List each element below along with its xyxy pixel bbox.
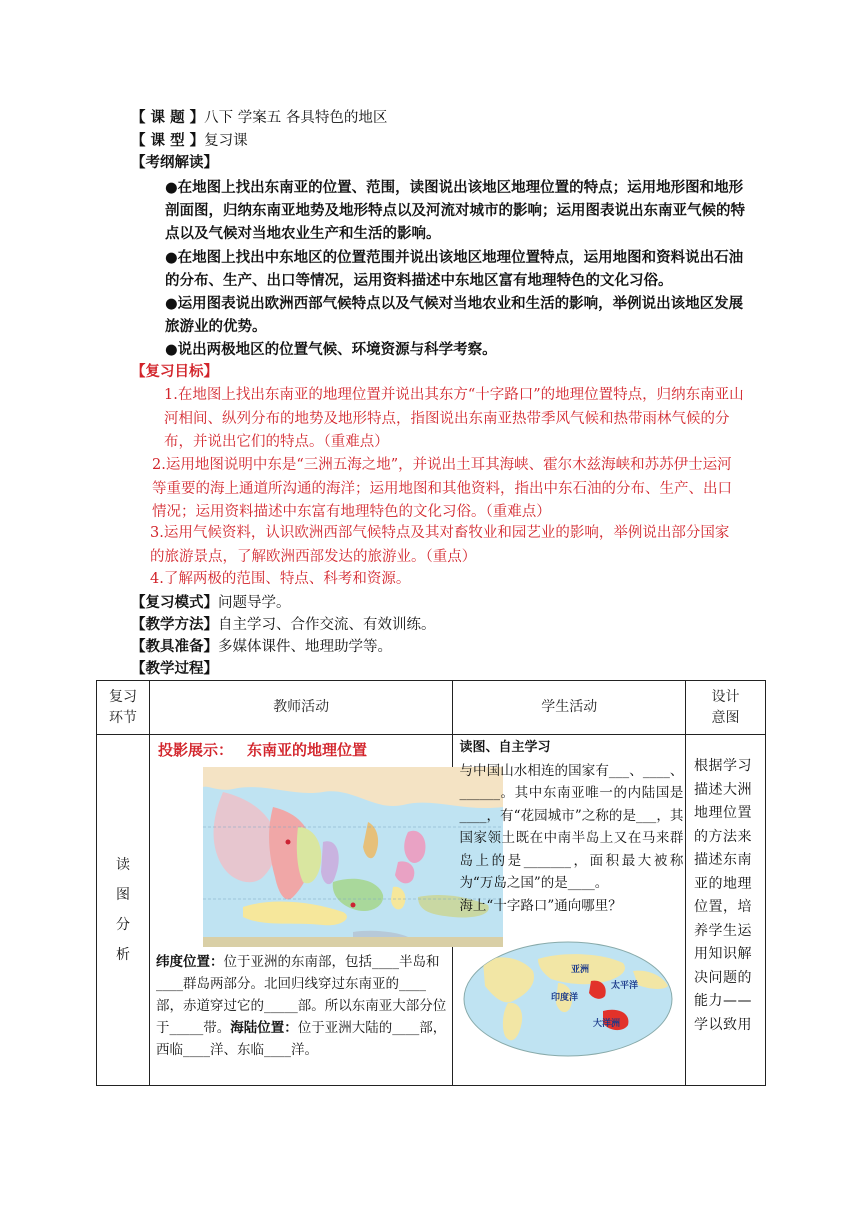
process-table <box>96 680 766 1086</box>
table-header-row <box>97 681 766 735</box>
table-row <box>97 735 766 1086</box>
type-value: 复习课 <box>204 133 248 149</box>
syllabus-heading: 【考纲解读】 <box>131 154 218 171</box>
header-phase <box>97 681 150 735</box>
teacher-activity <box>150 735 452 1085</box>
projection-subject: 东南亚的地理位置 <box>246 741 367 759</box>
sea-land-label: 海陆位置： <box>230 1020 298 1036</box>
tools-label: 【教具准备】 <box>131 638 218 655</box>
method-label: 【教学方法】 <box>131 616 218 633</box>
header-teacher: 教师活动 <box>149 681 452 735</box>
mode-label: 【复习模式】 <box>131 594 218 611</box>
student-cell <box>453 735 686 1086</box>
student-text: 与中国山水相连的国家有___、____、______。其中东南亚唯一的内陆国是____，有“花园城市”之称的是___，其国家领土既在中南半岛上又在马来群岛上的是_______，面积最大被称为“万岛之国”的是____。 <box>459 762 684 891</box>
syllabus-item: ●说出两极地区的位置气候、环境资源与科学考察。 <box>165 341 497 358</box>
student-title: 读图、自主学习 <box>459 740 551 755</box>
process-heading: 【教学过程】 <box>131 660 218 677</box>
label-oceania: 大洋洲 <box>593 1019 621 1029</box>
label-indian-ocean: 印度洋 <box>551 993 579 1003</box>
goal-item: 2.运用地图说明中东是“三洲五海之地”，并说出土耳其海峡、霍尔木兹海峡和苏苏伊士运河等重要的海上通道所沟通的海洋；运用地图和其他资料，指出中东石油的分布、生产、出口情况；运用资料描述中东富有地理特色的文化习俗。（重难点） <box>152 457 732 520</box>
goal-item: 4.了解两极的范围、特点、科考和资源。 <box>150 571 411 587</box>
tools-line <box>131 636 392 658</box>
label-asia: 亚洲 <box>571 965 590 975</box>
goal-item: 1.在地图上找出东南亚的地理位置并说出其东方“十字路口”的地理位置特点，归纳东南亚山河相间、纵列分布的地势及地形特点，指图说出东南亚热带季风气候和热带雨林气候的分布，并说出它们的特点。（重难点） <box>164 387 744 450</box>
syllabus-item: ●在地图上找出东南亚的位置、范围，读图说出该地区地理位置的特点；运用地形图和地形剖面图，归纳东南亚地势及地形特点以及河流对城市的影响；运用图表说出东南亚气候的特点以及气候对当地农业生产和生活的影响。 <box>165 179 745 242</box>
world-map-image <box>463 941 673 1057</box>
method-value: 自主学习、合作交流、有效训练。 <box>218 617 436 633</box>
student-text-block <box>459 737 683 917</box>
goals-heading: 【复习目标】 <box>131 363 218 380</box>
header-phase-text: 复习环节 <box>108 688 137 726</box>
type-line <box>131 130 248 152</box>
mode-line <box>131 592 291 614</box>
topic-value: 八下 学案五 各具特色的地区 <box>204 110 388 126</box>
phase-cell <box>97 735 150 1086</box>
header-design-text: 设计意图 <box>711 688 740 726</box>
student-activity <box>453 735 685 1085</box>
type-label: 【 课 型 】 <box>131 132 205 149</box>
goal-item: 3.运用气候资料，认识欧洲西部气候特点及其对畜牧业和园艺业的影响，举例说出部分国家的旅游景点，了解欧洲西部发达的旅游业。（重点） <box>150 525 730 565</box>
projection-label: 投影展示： <box>157 741 233 759</box>
latitude-text: 位于亚洲的东南部，包括____半岛和____群岛两部分。北回归线穿过东南亚的____部，赤道穿过它的_____部。所以东南亚大部分位于_____带。 <box>155 954 447 1036</box>
mode-value: 问题导学。 <box>218 595 291 611</box>
projection-title <box>158 739 367 760</box>
teacher-cell <box>149 735 452 1086</box>
header-design <box>686 681 766 735</box>
teacher-text <box>156 951 452 1061</box>
sea-land-text: 位于亚洲大陆的____部，西临____洋、东临____洋。 <box>155 1020 447 1058</box>
tools-value: 多媒体课件、地理助学等。 <box>218 639 392 655</box>
topic-line <box>131 107 387 129</box>
label-pacific: 太平洋 <box>611 981 639 991</box>
design-intent-cell: 根据学习描述大洲地理位置的方法来描述东南亚的地理位置，培养学生运用知识解决问题的能力——学以致用 <box>686 735 766 1086</box>
syllabus-item: ●在地图上找出中东地区的位置范围并说出该地区地理位置特点，运用地图和资料说出石油的分布、生产、出口等情况，运用资料描述中东地区富有地理特色的文化习俗。 <box>165 249 744 289</box>
student-question: 海上“十字路口”通向哪里？ <box>459 897 622 914</box>
topic-label: 【 课 题 】 <box>131 109 205 126</box>
method-line <box>131 614 436 636</box>
syllabus-item: ●运用图表说出欧洲西部气候特点以及气候对当地农业和生活的影响，举例说出该地区发展旅游业的优势。 <box>165 295 744 335</box>
header-student: 学生活动 <box>453 681 686 735</box>
phase-label: 读图分析 <box>115 857 130 963</box>
latitude-label: 纬度位置： <box>155 954 224 970</box>
